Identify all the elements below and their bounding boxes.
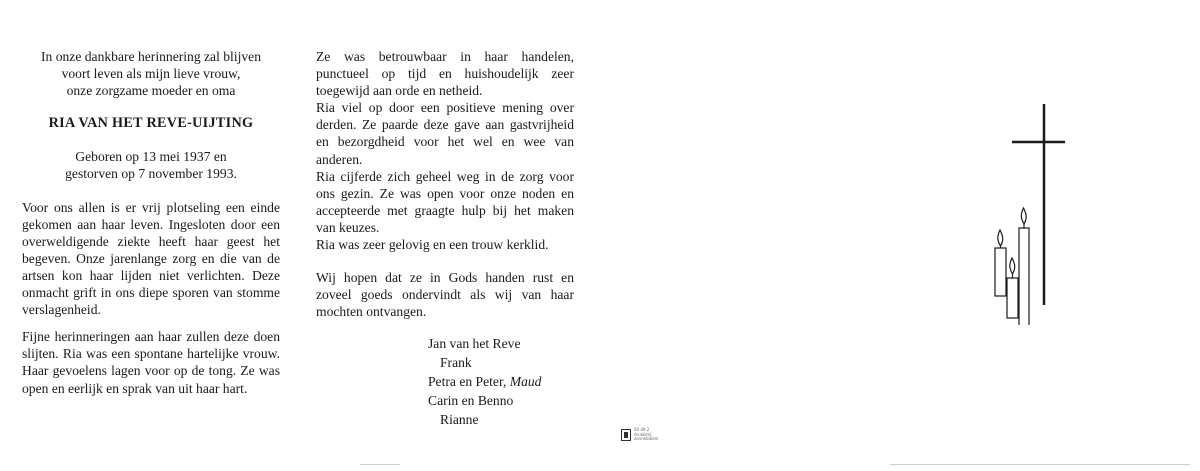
flame-right [1021,208,1026,224]
dates-line: gestorven op 7 november 1993. [65,166,237,182]
signature-italic-name: Maud [509,374,542,390]
paragraph: Wij hopen dat ze in Gods handen rust en zoveel goeds ondervindt als wij van haar mochten ontvangen. [316,270,574,320]
signature-line [428,372,574,391]
printer-text-line: drukkerij [634,431,652,437]
cross-and-candles-icon [985,100,1065,325]
printer-mark [621,428,669,442]
printer-text-line: zonnebloem [634,436,659,442]
intro-line: onze zorgzame moeder en oma [66,83,236,99]
printer-logo-icon [621,429,631,441]
printer-text-line: 50 49 2 [634,427,650,432]
paragraph: Voor ons allen is er vrij plotseling een einde gekomen aan haar leven. Ingesloten door een overweldigende ziekte heeft haar geest het begeven. Onze jarenlange zorg en die van de artsen kon haar lijden niet verlichten. Deze onmacht grift in ons diepe sporen van stomme verslagenheid. [22,199,280,318]
intro-line: voort leven als mijn lieve vrouw, [61,66,241,82]
right-column [316,48,574,429]
printer-text [634,428,659,442]
paragraph: Ze was betrouwbaar in haar handelen, punctueel op tijd en huishoudelijk zeer toegewijd aan orde en netheid. [316,49,574,99]
paragraph: Fijne herinneringen aan haar zullen deze doen slijten. Ria was een spontane hartelijke vrouw. Haar gevoelens lagen voor op de tong. Ze was open en eerlijk en sprak van uit haar hart. [22,329,280,396]
left-column [22,48,280,397]
signature-text: Petra en Peter, [428,374,510,390]
bottom-rule [890,464,1190,465]
signature-line: Carin en Benno [428,393,514,409]
paragraph: Ria cijferde zich geheel weg in de zorg voor ons gezin. Ze was open voor onze noden en accepteerde met graagte hulp bij het maken van keuzes. [316,168,574,235]
deceased-name: RIA VAN HET REVE-UIJTING [48,115,254,132]
candle-middle [1007,278,1018,318]
signature-line: Jan van het Reve [428,336,521,352]
flame-left [998,230,1003,246]
paragraph: Ria was zeer gelovig en een trouw kerklid. [316,237,549,253]
dates-line: Geboren op 13 mei 1937 en [75,149,227,165]
intro-text [22,48,280,99]
intro-line: In onze dankbare herinnering zal blijven [40,49,262,64]
bottom-rule [360,464,400,465]
candle-right [1019,228,1029,325]
signature-line: Rianne [440,412,479,428]
signatures [428,334,574,429]
candle-left [995,248,1006,296]
paragraph: Ria viel op door een positieve mening over derden. Ze paarde deze gave aan gastvrijheid en bezorgdheid voor het wel en wee van anderen. [316,100,574,167]
birth-death-dates [22,148,280,182]
signature-line: Frank [440,355,472,371]
flame-middle [1010,258,1015,274]
